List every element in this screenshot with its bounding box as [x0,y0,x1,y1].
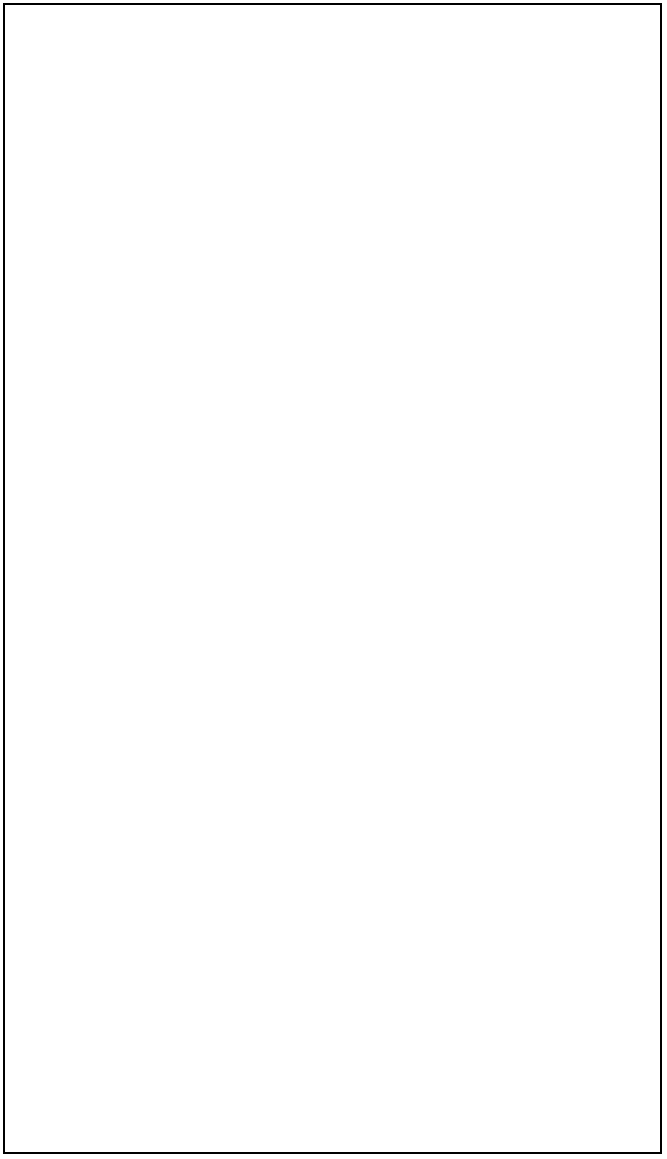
birthday-table [3,3,662,1154]
